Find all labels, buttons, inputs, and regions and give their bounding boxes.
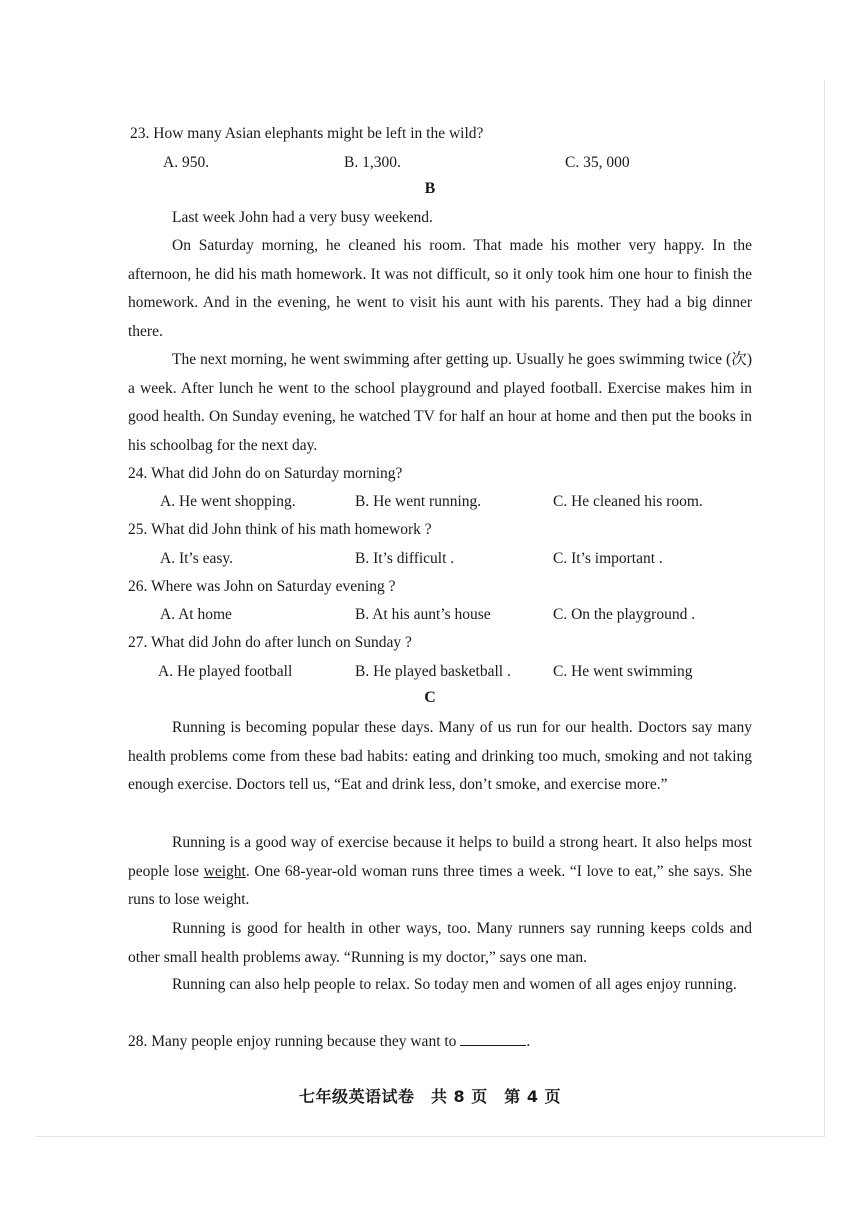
passage-c-paragraph-1 [128,714,752,800]
question-24-option-c: C. He cleaned his room. [553,493,703,510]
scan-edge-right [824,80,825,1136]
section-b-heading: B [424,180,436,197]
question-27-option-b: B. He played basketball . [355,663,511,680]
question-23-stem: 23. How many Asian elephants might be left in the wild? [130,125,484,142]
scan-edge-bottom [36,1136,825,1137]
question-23-option-b: B. 1,300. [344,154,401,171]
question-24-stem: 24. What did John do on Saturday morning? [128,465,403,482]
question-27-stem: 27. What did John do after lunch on Sunday ? [128,634,412,651]
question-28-stem-text: 28. Many people enjoy running because they want to [128,1033,461,1050]
question-27-option-a: A. He played football [158,663,293,680]
question-25-option-c: C. It’s important . [553,550,663,567]
question-26-option-c: C. On the playground . [553,606,696,623]
passage-c-paragraph-2-text-after: . One 68-year-old woman runs three times a week. “I love to eat,” she says. She runs to lose weight. [128,862,752,908]
passage-b-paragraph-2 [128,232,752,346]
question-26-option-b: B. At his aunt’s house [355,606,491,623]
passage-b-paragraph-2-text: On Saturday morning, he cleaned his room. That made his mother very happy. In the afternoon, he did his math homework. It was not difficult, so it only took him one hour to finish the homework. And in the evening, he went to visit his aunt with his parents. They had a big dinner there. [128,237,752,340]
passage-b-paragraph-1-text: Last week John had a very busy weekend. [172,209,433,226]
passage-c-paragraph-2 [128,829,752,915]
question-26-stem: 26. Where was John on Saturday evening ? [128,578,396,595]
passage-b-paragraph-1 [128,204,752,233]
question-26-option-a: A. At home [160,606,232,623]
question-24-option-b: B. He went running. [355,493,482,510]
underlined-word-weight: weight [203,862,246,880]
question-28-stem [128,1031,530,1052]
question-25-stem: 25. What did John think of his math homework ? [128,521,432,538]
question-23-option-a: A. 950. [163,154,210,171]
question-23-option-c: C. 35, 000 [565,154,630,171]
question-24-option-a: A. He went shopping. [160,493,296,510]
question-25-option-a: A. It’s easy. [160,550,234,567]
passage-b-paragraph-3-text: The next morning, he went swimming after getting up. Usually he goes swimming twice (次) a week. After lunch he went to the school playground and played football. Exercise makes him in good health. On Sunday evening, he watched TV for half an hour at home and then put the books in his schoolbag for the next day. [128,351,752,454]
passage-c-paragraph-4 [128,971,752,1000]
passage-c-paragraph-2-text-before: Running is a good way of exercise because it helps to build a strong heart. It also helps most people lose [128,834,752,880]
answer-blank [460,1031,526,1046]
question-28-stem-end: . [526,1033,531,1050]
passage-c-paragraph-1-text: Running is becoming popular these days. Many of us run for our health. Doctors say many health problems come from these bad habits: eating and drinking too much, smoking and not taking enough exercise. Doctors tell us, “Eat and drink less, don’t smoke, and exercise more.” [128,719,752,793]
passage-c-paragraph-3-text: Running is good for health in other ways, too. Many runners say running keeps colds and other small health problems away. “Running is my doctor,” says one man. [128,920,752,966]
section-c-heading: C [424,689,436,706]
passage-c-paragraph-3 [128,915,752,972]
question-25-option-b: B. It’s difficult . [355,550,455,567]
passage-b-paragraph-3 [128,346,752,460]
passage-c-paragraph-4-text: Running can also help people to relax. So today men and women of all ages enjoy running. [172,976,737,993]
page-footer: 七年级英语试卷 共 8 页 第 4 页 [298,1087,562,1106]
question-27-option-c: C. He went swimming [553,663,693,680]
